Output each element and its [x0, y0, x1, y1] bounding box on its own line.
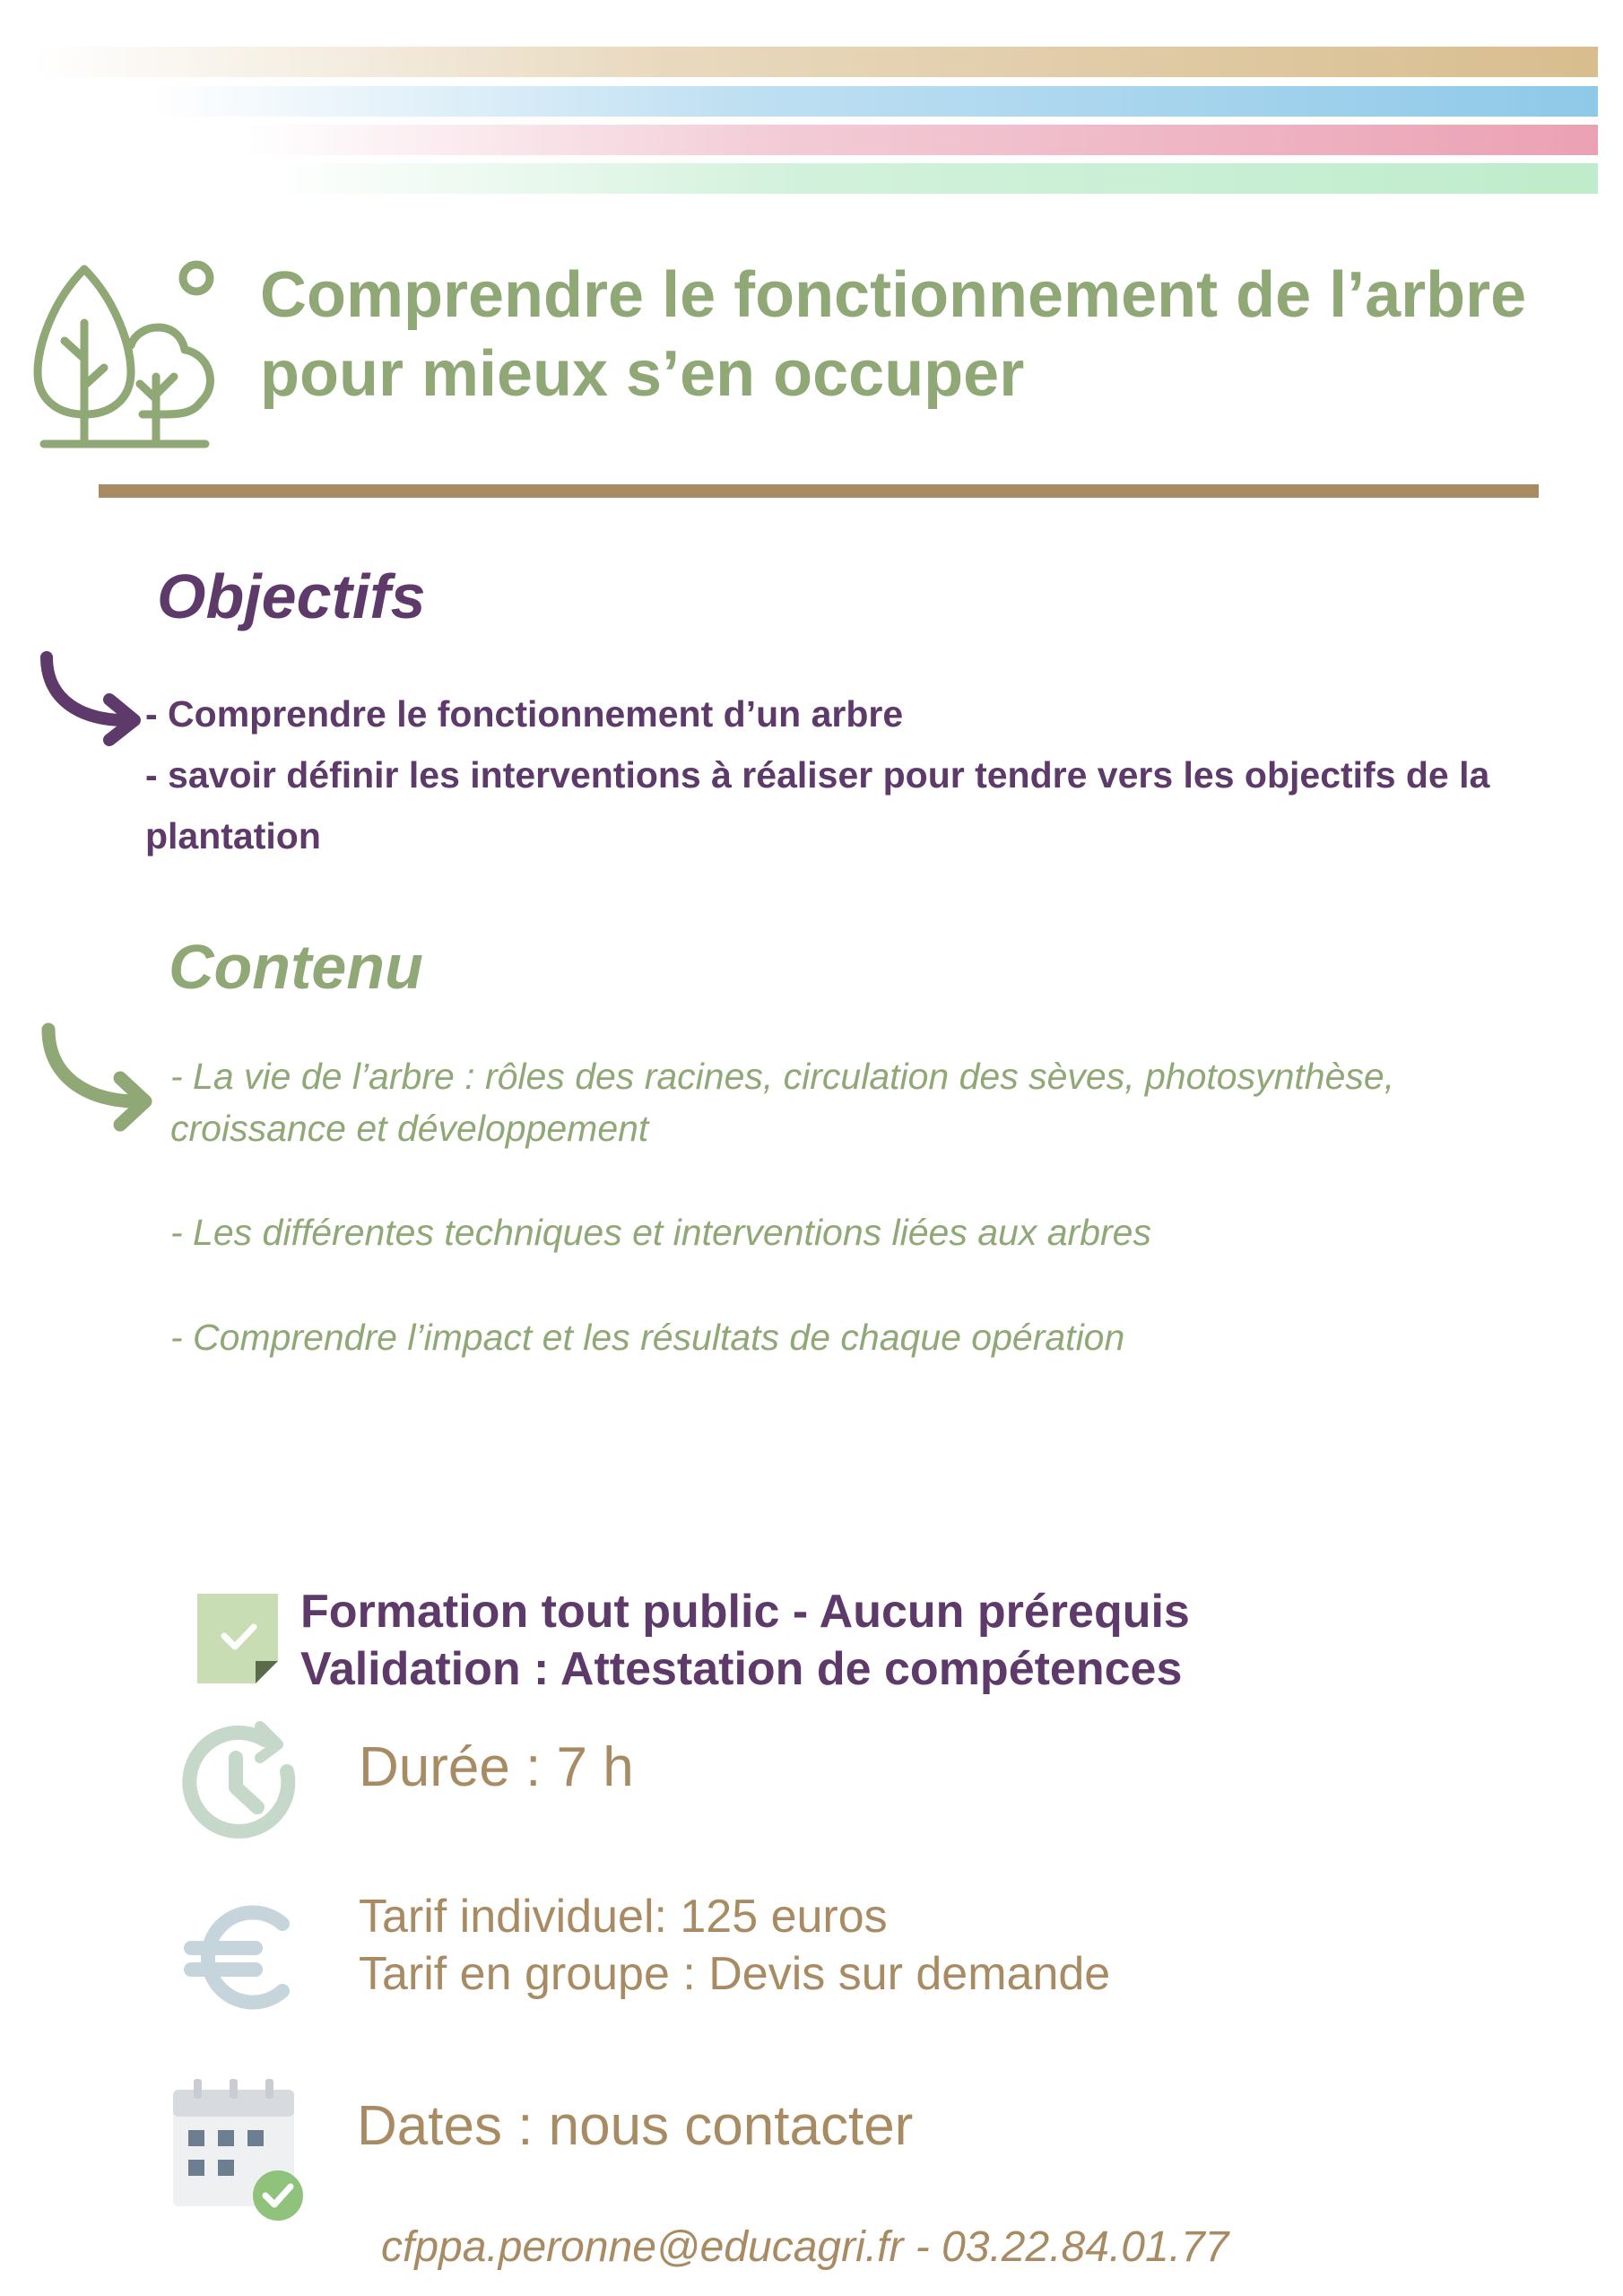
public-info [300, 1583, 1190, 1698]
contenu-item: - Comprendre l’impact et les résultats de chaque opération [170, 1317, 1125, 1358]
public-line2: Validation : Attestation de compétences [300, 1643, 1183, 1695]
duree-text: Durée : 7 h [359, 1736, 634, 1798]
objectifs-heading: Objectifs [157, 561, 426, 631]
curved-arrow-icon [38, 1022, 159, 1135]
objectif-item: - Comprendre le fonctionnement d’un arbre [145, 693, 904, 735]
trees-icon [30, 260, 228, 453]
contenu-item: - Les différentes techniques et interventions liées aux arbres [170, 1212, 1151, 1253]
header-stripe-blue [152, 86, 1598, 117]
page-title [260, 256, 1587, 413]
contenu-heading: Contenu [169, 932, 423, 1002]
checklist-icon [193, 1589, 282, 1688]
tarif-info [359, 1888, 1110, 2003]
page-title-line1: Comprendre le fonctionnement de l’arbre [260, 259, 1527, 331]
objectifs-list [145, 683, 1589, 866]
title-divider [99, 484, 1539, 498]
curved-arrow-icon [36, 650, 148, 749]
objectif-item: - savoir définir les interventions à réaliser pour tendre vers les objectifs de la plantation [145, 754, 1490, 857]
tarif-groupe: Tarif en groupe : Devis sur demande [359, 1948, 1111, 2000]
tarif-individuel: Tarif individuel: 125 euros [359, 1891, 888, 1943]
header-stripe-tan [32, 47, 1598, 77]
clock-icon [175, 1718, 305, 1848]
header-stripe-mint [269, 163, 1598, 194]
contenu-item: - La vie de l’arbre : rôles des racines, circulation des sèves, photosynthèse, croissance et développement [170, 1056, 1395, 1149]
contact-info[interactable]: cfppa.peronne@educagri.fr - 03.22.84.01.77 [381, 2223, 1229, 2271]
header-stripe-pink [247, 125, 1598, 155]
dates-text: Dates : nous contacter [357, 2095, 914, 2157]
public-line1: Formation tout public - Aucun prérequis [300, 1586, 1190, 1638]
page-title-line2: pour mieux s’en occuper [260, 338, 1025, 410]
euro-icon [184, 1901, 296, 2013]
calendar-icon [169, 2072, 312, 2224]
